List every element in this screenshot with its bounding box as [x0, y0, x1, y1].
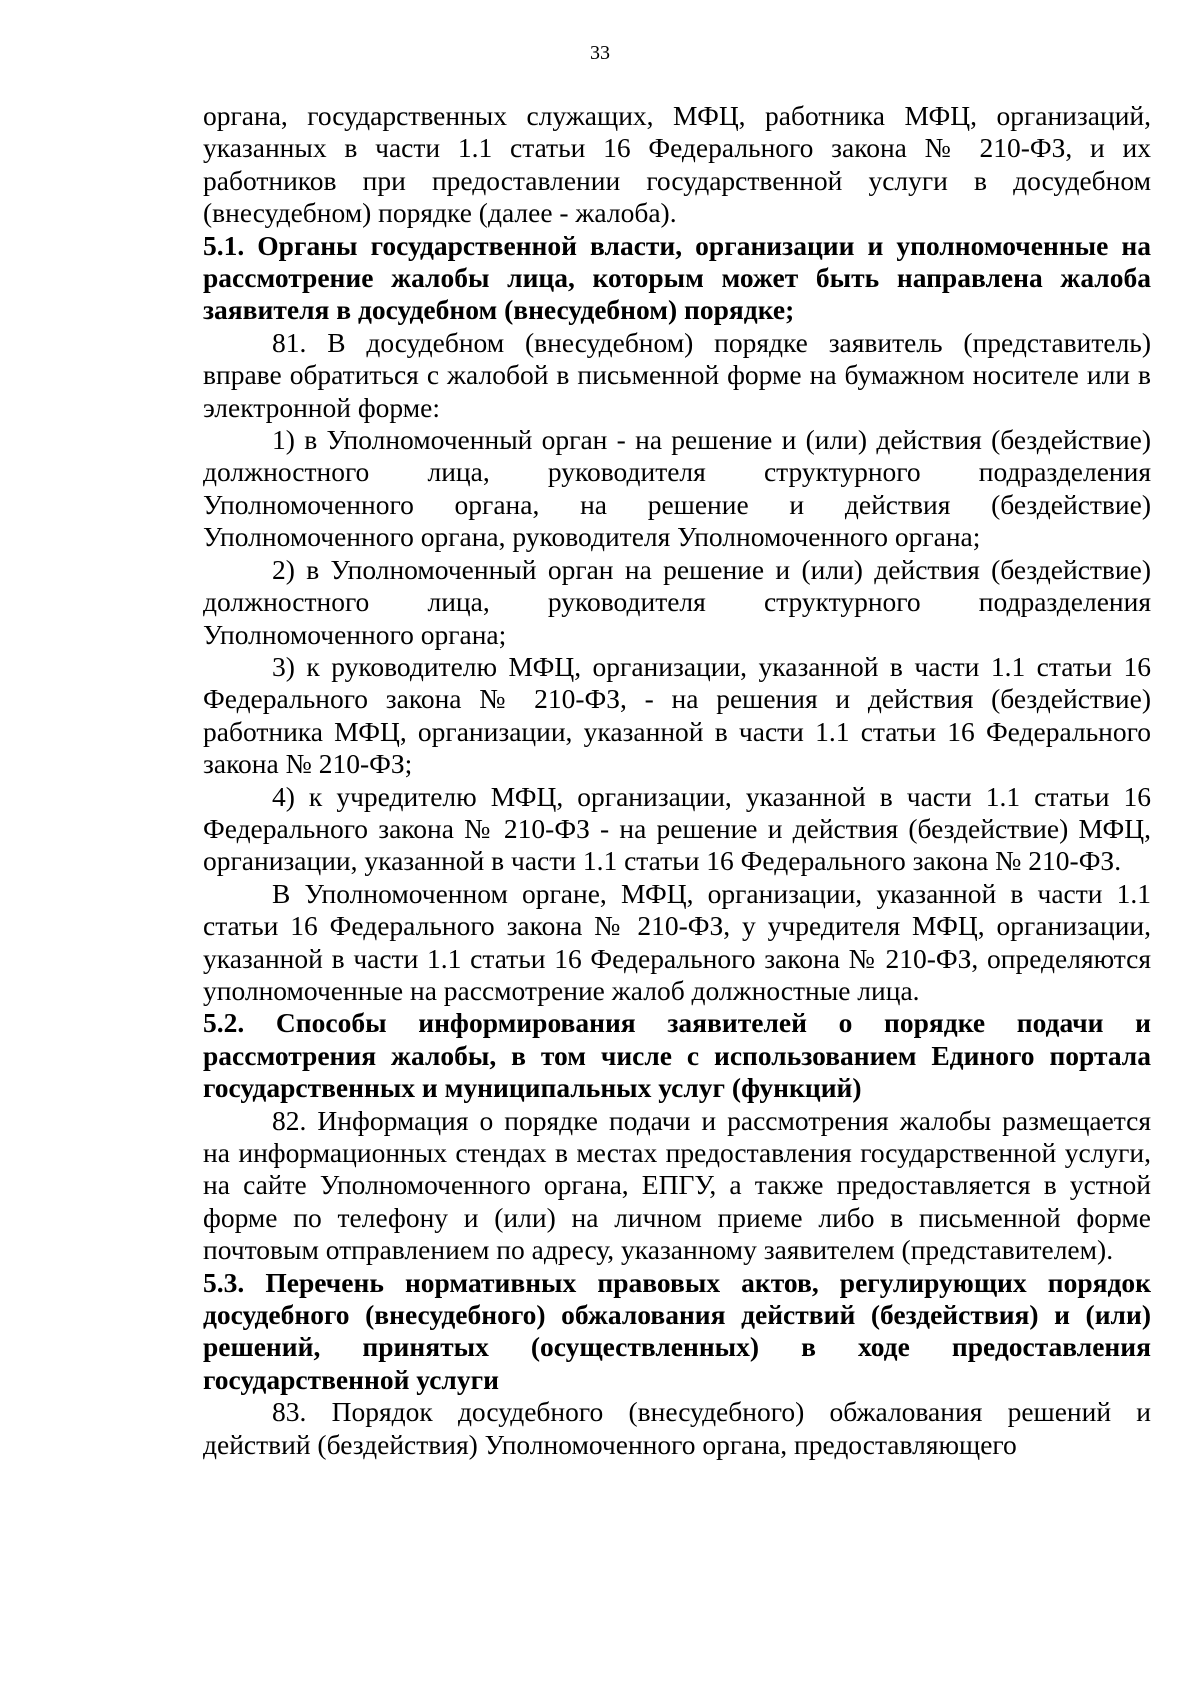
paragraph-81-item-3: 3) к руководителю МФЦ, организации, указанной в части 1.1 статьи 16 Федерального закона № 210-ФЗ, - на решения и действия (бездействие) работника МФЦ, организации, указанной в части 1.1 статьи 16 Федерального закона № 210-ФЗ; — [203, 650, 1151, 780]
document-body — [203, 100, 1151, 1461]
paragraph-83: 83. Порядок досудебного (внесудебного) обжалования решений и действий (бездействия) Уполномоченного органа, предоставляющего — [203, 1396, 1151, 1460]
paragraph-81: 81. В досудебном (внесудебном) порядке заявитель (представитель) вправе обратиться с жалобой в письменной форме на бумажном носителе или в электронной форме: — [203, 326, 1151, 423]
paragraph-82: 82. Информация о порядке подачи и рассмотрения жалобы размещается на информационных стендах в местах предоставления государственной услуги, на сайте Уполномоченного органа, ЕПГУ, а также предоставляется в устной форме по телефону и (или) на личном приеме либо в письменной форме почтовым отправлением по адресу, указанному заявителем (представителем). — [203, 1104, 1151, 1266]
paragraph-81-item-4: 4) к учредителю МФЦ, организации, указанной в части 1.1 статьи 16 Федерального закона № 210-ФЗ - на решение и действия (бездействие) МФЦ, организации, указанной в части 1.1 статьи 16 Федерального закона № 210-ФЗ. — [203, 780, 1151, 877]
paragraph-81-item-1: 1) в Уполномоченный орган - на решение и (или) действия (бездействие) должностного лица, руководителя структурного подразделения Уполномоченного органа, на решение и действия (бездействие) Уполномоченного органа, руководителя Уполномоченного органа; — [203, 424, 1151, 553]
section-heading-5-3: 5.3. Перечень нормативных правовых актов, регулирующих порядок досудебного (внесудебного) обжалования действий (бездействия) и (или) решений, принятых (осуществленных) в ходе предоставления государственной услуги — [203, 1266, 1151, 1395]
paragraph-continuation: органа, государственных служащих, МФЦ, работника МФЦ, организаций, указанных в части 1.1 статьи 16 Федерального закона № 210-ФЗ, и их работников при предоставлении государственной услуги в досудебном (внесудебном) порядке (далее - жалоба). — [203, 100, 1151, 229]
section-heading-5-2: 5.2. Способы информирования заявителей о порядке подачи и рассмотрения жалобы, в том числе с использованием Единого портала государственных и муниципальных услуг (функций) — [203, 1007, 1151, 1104]
paragraph-81-closing: В Уполномоченном органе, МФЦ, организации, указанной в части 1.1 статьи 16 Федерального закона № 210-ФЗ, у учредителя МФЦ, организации, указанной в части 1.1 статьи 16 Федерального закона № 210-ФЗ, определяются уполномоченные на рассмотрение жалоб должностные лица. — [203, 877, 1151, 1006]
paragraph-81-item-2: 2) в Уполномоченный орган на решение и (или) действия (бездействие) должностного лица, руководителя структурного подразделения Уполномоченного органа; — [203, 553, 1151, 650]
page-number: 33 — [590, 42, 610, 64]
section-heading-5-1: 5.1. Органы государственной власти, организации и уполномоченные на рассмотрение жалобы лица, которым может быть направлена жалоба заявителя в досудебном (внесудебном) порядке; — [203, 229, 1151, 326]
